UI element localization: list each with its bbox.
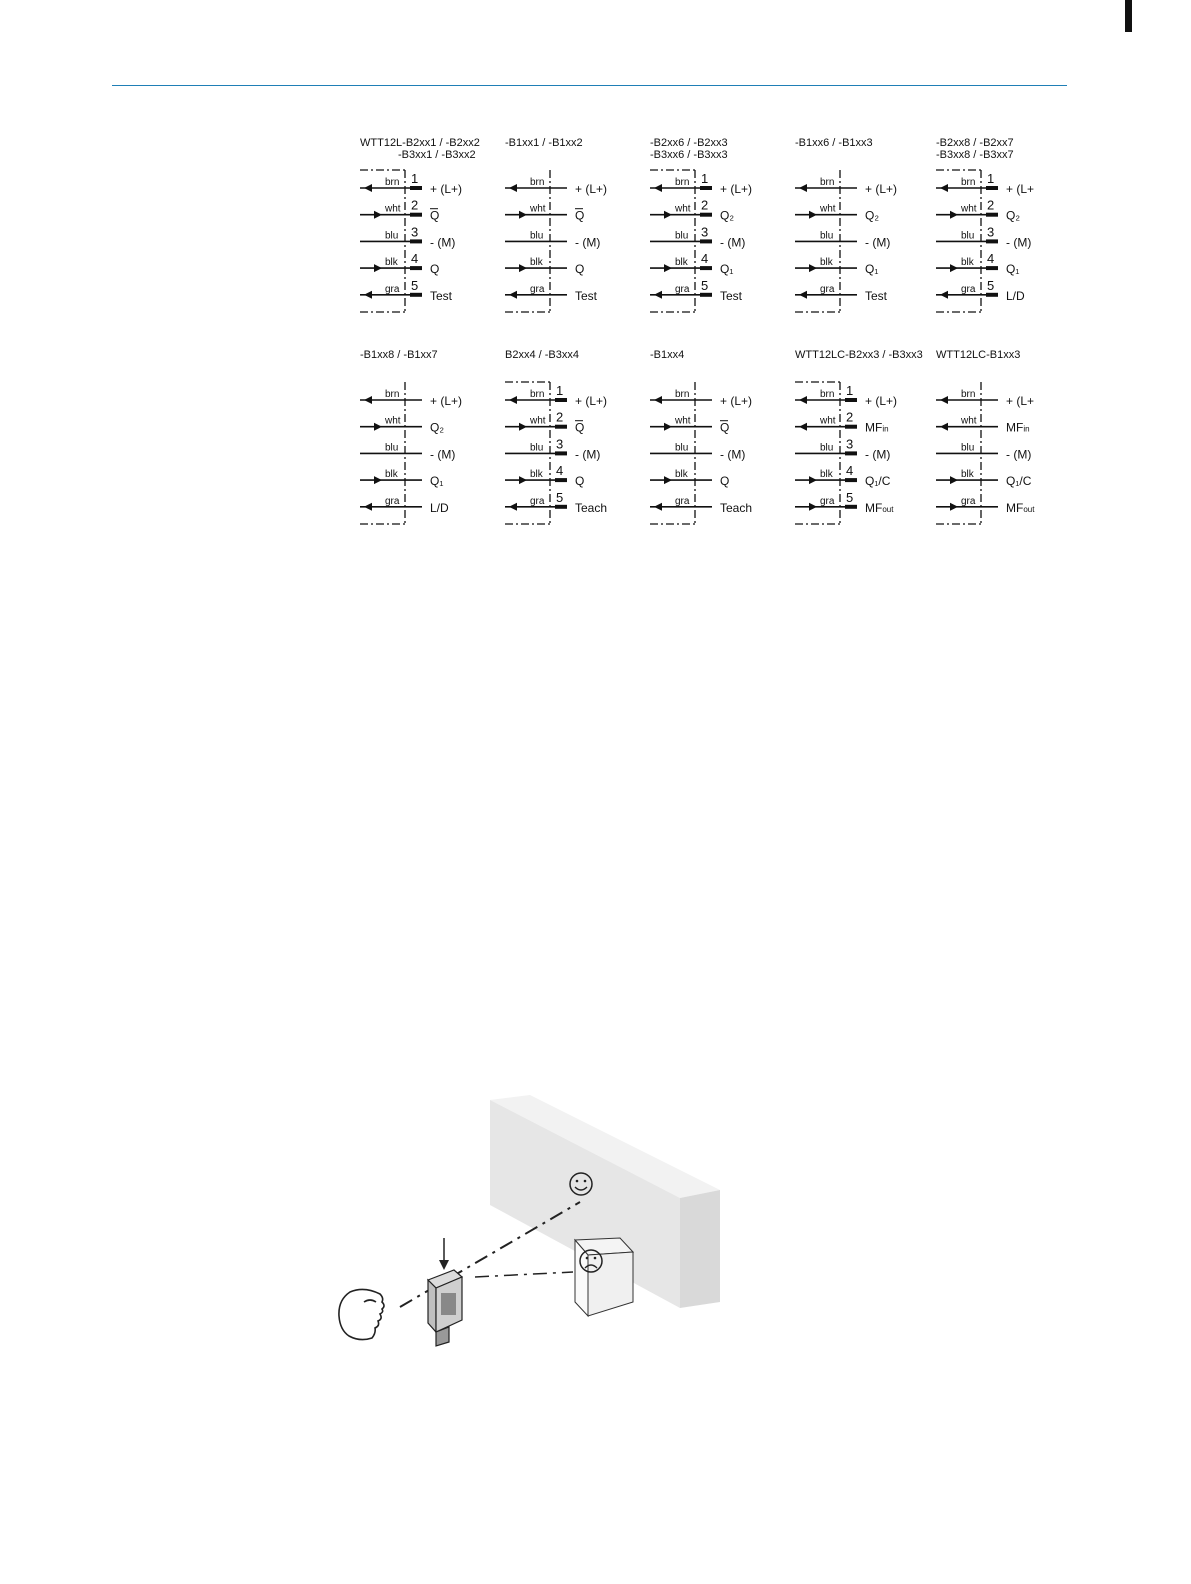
wiring-diagram <box>936 349 1035 524</box>
signal-label: + (L+) <box>575 182 608 196</box>
pin-number: 2 <box>556 409 564 425</box>
signal-label: - (M) <box>865 447 891 462</box>
arrow-left-icon <box>799 423 807 431</box>
wire-color-label: blk <box>961 257 974 269</box>
wiring-diagram <box>650 137 752 312</box>
wiring-diagram <box>505 349 607 524</box>
signal-label: Q <box>430 262 440 277</box>
pin-terminal <box>845 478 857 482</box>
wiring-diagram <box>936 137 1034 312</box>
wire-color-label: wht <box>961 415 977 427</box>
pin-terminal <box>700 293 712 297</box>
signal-label: Test <box>430 288 453 303</box>
wire-color-label: blk <box>385 469 398 481</box>
signal-label: MFin <box>865 420 889 435</box>
wiring-diagram <box>360 137 480 312</box>
signal-label: Q <box>575 474 585 489</box>
pin-terminal <box>845 425 857 429</box>
wiring-diagram <box>795 137 897 312</box>
arrow-left-icon <box>654 396 662 404</box>
wire-color-label: wht <box>820 415 836 427</box>
arrow-right-icon <box>374 211 382 219</box>
pin-terminal <box>555 425 567 429</box>
signal-label: Q <box>575 208 585 223</box>
signal-label: + (L+) <box>865 394 898 408</box>
arrow-right-icon <box>809 476 817 484</box>
signal-label: + (L+ <box>1006 394 1035 408</box>
signal-label: Q₂ <box>430 420 444 435</box>
signal-label: Q₁ <box>1006 262 1020 277</box>
arrow-left-icon <box>654 503 662 511</box>
wire-color-label: blk <box>675 257 688 269</box>
eye-icon <box>339 1289 384 1339</box>
arrow-right-icon <box>950 211 958 219</box>
wire-color-label: brn <box>961 389 976 400</box>
signal-label: L/D <box>1006 288 1025 303</box>
pin-number: 5 <box>556 489 564 505</box>
pin-number: 2 <box>411 197 419 213</box>
arrow-left-icon <box>654 291 662 299</box>
signal-label: - (M) <box>865 235 891 250</box>
arrow-right-icon <box>664 264 672 272</box>
arrow-right-icon <box>950 264 958 272</box>
arrow-right-icon <box>519 423 527 431</box>
pin-terminal <box>700 266 712 270</box>
wire-color-label: blu <box>385 230 399 242</box>
pin-number: 3 <box>411 224 419 240</box>
signal-label: - (M) <box>575 235 601 250</box>
wire-color-label: wht <box>385 203 401 215</box>
signal-label: MFin <box>1006 420 1030 435</box>
arrow-right-icon <box>519 211 527 219</box>
pin-number: 5 <box>411 277 419 293</box>
pin-terminal <box>410 239 422 243</box>
signal-label: Q <box>430 208 440 223</box>
wire-color-label: blk <box>530 257 543 269</box>
wire-color-label: gra <box>530 283 545 295</box>
signal-label: Test <box>720 288 743 303</box>
diagram-title: -B3xx6 / -B3xx3 <box>650 149 728 161</box>
wire-color-label: blu <box>675 230 689 242</box>
wire-color-label: blk <box>820 469 833 481</box>
arrow-right-icon <box>374 423 382 431</box>
arrow-right-icon <box>809 503 817 511</box>
wiring-diagram <box>360 349 462 524</box>
signal-label: + (L+) <box>575 394 608 408</box>
signal-label: + (L+) <box>720 182 753 196</box>
wire-color-label: wht <box>675 203 691 215</box>
pin-terminal <box>845 505 857 509</box>
arrow-left-icon <box>799 396 807 404</box>
signal-label: + (L+) <box>430 394 463 408</box>
signal-label: MFout <box>865 500 894 515</box>
arrow-left-icon <box>940 423 948 431</box>
diagram-title: B2xx4 / -B3xx4 <box>505 349 579 361</box>
diagram-title: -B1xx4 <box>650 349 685 361</box>
wire-color-label: blu <box>961 442 975 454</box>
pin-terminal <box>845 398 857 402</box>
pin-terminal <box>986 213 998 217</box>
wire-color-label: wht <box>530 203 546 215</box>
signal-label: + (L+ <box>1006 182 1035 196</box>
sensor-icon <box>428 1270 462 1346</box>
pin-terminal <box>555 451 567 455</box>
diagram-title: -B2xx6 / -B2xx3 <box>650 137 728 149</box>
wiring-diagram <box>795 349 923 524</box>
wire-color-label: blu <box>820 230 834 242</box>
arrow-right-icon <box>664 423 672 431</box>
signal-label: Q₁/C <box>1006 474 1032 489</box>
wiring-diagram <box>505 137 607 312</box>
wire-color-label: blu <box>530 442 544 454</box>
arrow-left-icon <box>940 184 948 192</box>
pin-number: 3 <box>987 224 995 240</box>
wire-color-label: brn <box>675 177 690 188</box>
wire-color-label: brn <box>961 177 976 188</box>
wire-color-label: blu <box>530 230 544 242</box>
pin-number: 4 <box>846 463 854 479</box>
signal-label: - (M) <box>1006 447 1032 462</box>
pin-number: 3 <box>846 436 854 452</box>
pin-terminal <box>986 293 998 297</box>
wire-color-label: wht <box>530 415 546 427</box>
pin-number: 2 <box>701 197 709 213</box>
pin-terminal <box>410 213 422 217</box>
signal-label: Test <box>575 288 598 303</box>
wire-color-label: blu <box>961 230 975 242</box>
arrow-left-icon <box>940 396 948 404</box>
pin-number: 4 <box>987 251 995 267</box>
diagram-title: -B3xx8 / -B3xx7 <box>936 149 1014 161</box>
pin-terminal <box>410 266 422 270</box>
wire-color-label: blk <box>961 469 974 481</box>
pin-number: 3 <box>556 436 564 452</box>
pin-terminal <box>700 213 712 217</box>
arrow-left-icon <box>509 396 517 404</box>
connection-diagrams <box>0 0 1191 560</box>
arrow-right-icon <box>950 476 958 484</box>
sight-line <box>400 1202 580 1307</box>
wire-color-label: brn <box>675 389 690 400</box>
signal-label: MFout <box>1006 500 1035 515</box>
wire-color-label: wht <box>961 203 977 215</box>
wire-color-label: brn <box>820 177 835 188</box>
arrow-left-icon <box>364 184 372 192</box>
wire-color-label: wht <box>820 203 836 215</box>
signal-label: - (M) <box>720 447 746 462</box>
wire-color-label: wht <box>675 415 691 427</box>
signal-label: + (L+) <box>865 182 898 196</box>
pin-number: 2 <box>846 409 854 425</box>
signal-label: Q <box>575 420 585 435</box>
wire-color-label: gra <box>385 495 400 507</box>
diagram-title: -B1xx8 / -B1xx7 <box>360 349 438 361</box>
pin-number: 2 <box>987 197 995 213</box>
wire-color-label: gra <box>385 283 400 295</box>
arrow-left-icon <box>364 396 372 404</box>
arrow-right-icon <box>374 476 382 484</box>
pin-number: 4 <box>701 251 709 267</box>
diagram-title: -B3xx1 / -B3xx2 <box>398 149 476 161</box>
pin-number: 1 <box>556 383 564 398</box>
object-box <box>575 1238 633 1316</box>
wire-color-label: blu <box>385 442 399 454</box>
wire-color-label: brn <box>820 389 835 400</box>
signal-label: Q₁ <box>865 262 879 277</box>
diagram-title: WTT12LC-B2xx3 / -B3xx3 <box>795 349 923 361</box>
wire-color-label: blk <box>530 469 543 481</box>
pin-number: 5 <box>987 277 995 293</box>
pin-terminal <box>700 239 712 243</box>
signal-label: Q₁/C <box>865 474 891 489</box>
arrow-right-icon <box>809 264 817 272</box>
arrow-right-icon <box>374 264 382 272</box>
wire-color-label: gra <box>675 495 690 507</box>
diagram-title: WTT12LC-B1xx3 <box>936 349 1021 361</box>
pin-terminal <box>845 451 857 455</box>
signal-label: Q <box>575 262 585 277</box>
wire-color-label: gra <box>820 283 835 295</box>
wire-color-label: wht <box>385 415 401 427</box>
arrow-right-icon <box>519 264 527 272</box>
signal-label: - (M) <box>575 447 601 462</box>
signal-label: - (M) <box>430 235 456 250</box>
diagram-title: -B1xx6 / -B1xx3 <box>795 137 873 149</box>
signal-label: + (L+) <box>720 394 753 408</box>
signal-label: + (L+) <box>430 182 463 196</box>
wire-color-label: gra <box>961 283 976 295</box>
alignment-illustration <box>320 1080 740 1360</box>
wire-color-label: brn <box>385 389 400 400</box>
signal-label: Q <box>720 420 730 435</box>
arrow-right-icon <box>950 503 958 511</box>
signal-label: Teach <box>720 500 753 515</box>
wiring-diagram <box>650 349 752 524</box>
arrow-left-icon <box>654 184 662 192</box>
pin-terminal <box>700 186 712 190</box>
pin-number: 5 <box>701 277 709 293</box>
signal-label: Q₁ <box>720 262 734 277</box>
pin-terminal <box>410 293 422 297</box>
pin-number: 4 <box>411 251 419 267</box>
wire-color-label: blu <box>820 442 834 454</box>
signal-label: Q₁ <box>430 474 444 489</box>
pin-number: 1 <box>846 383 854 398</box>
signal-label: Q₂ <box>865 208 879 223</box>
signal-label: Q₂ <box>1006 208 1020 223</box>
signal-label: - (M) <box>430 447 456 462</box>
diagram-title: WTT12L-B2xx1 / -B2xx2 <box>360 137 480 149</box>
arrow-left-icon <box>509 184 517 192</box>
signal-label: L/D <box>430 500 449 515</box>
pin-number: 5 <box>846 489 854 505</box>
arrow-right-icon <box>809 211 817 219</box>
arrow-left-icon <box>364 291 372 299</box>
wire-color-label: blu <box>675 442 689 454</box>
signal-label: Q <box>720 474 730 489</box>
pin-terminal <box>555 478 567 482</box>
arrow-left-icon <box>799 291 807 299</box>
pin-terminal <box>410 186 422 190</box>
arrow-left-icon <box>940 291 948 299</box>
arrow-right-icon <box>664 476 672 484</box>
pin-number: 3 <box>701 224 709 240</box>
wire-color-label: blk <box>385 257 398 269</box>
arrow-left-icon <box>364 503 372 511</box>
wire-color-label: brn <box>385 177 400 188</box>
pin-number: 4 <box>556 463 564 479</box>
pin-number: 1 <box>987 171 995 186</box>
pin-terminal <box>555 505 567 509</box>
arrow-right-icon <box>519 476 527 484</box>
pin-terminal <box>986 239 998 243</box>
arrow-left-icon <box>509 291 517 299</box>
signal-label: - (M) <box>1006 235 1032 250</box>
wire-color-label: blk <box>675 469 688 481</box>
arrow-down-icon <box>439 1238 449 1270</box>
signal-label: Test <box>865 288 888 303</box>
wire-color-label: gra <box>820 495 835 507</box>
wire-color-label: blk <box>820 257 833 269</box>
arrow-left-icon <box>509 503 517 511</box>
wire-color-label: brn <box>530 177 545 188</box>
diagram-title: -B2xx8 / -B2xx7 <box>936 137 1014 149</box>
arrow-left-icon <box>799 184 807 192</box>
pin-number: 1 <box>701 171 709 186</box>
wire-color-label: gra <box>530 495 545 507</box>
pin-number: 1 <box>411 171 419 186</box>
wire-color-label: brn <box>530 389 545 400</box>
signal-label: Teach <box>575 500 608 515</box>
wire-color-label: gra <box>675 283 690 295</box>
wire-color-label: gra <box>961 495 976 507</box>
pin-terminal <box>986 266 998 270</box>
signal-label: Q₂ <box>720 208 734 223</box>
pin-terminal <box>986 186 998 190</box>
signal-label: - (M) <box>720 235 746 250</box>
pin-terminal <box>555 398 567 402</box>
arrow-right-icon <box>664 211 672 219</box>
diagram-title: -B1xx1 / -B1xx2 <box>505 137 583 149</box>
